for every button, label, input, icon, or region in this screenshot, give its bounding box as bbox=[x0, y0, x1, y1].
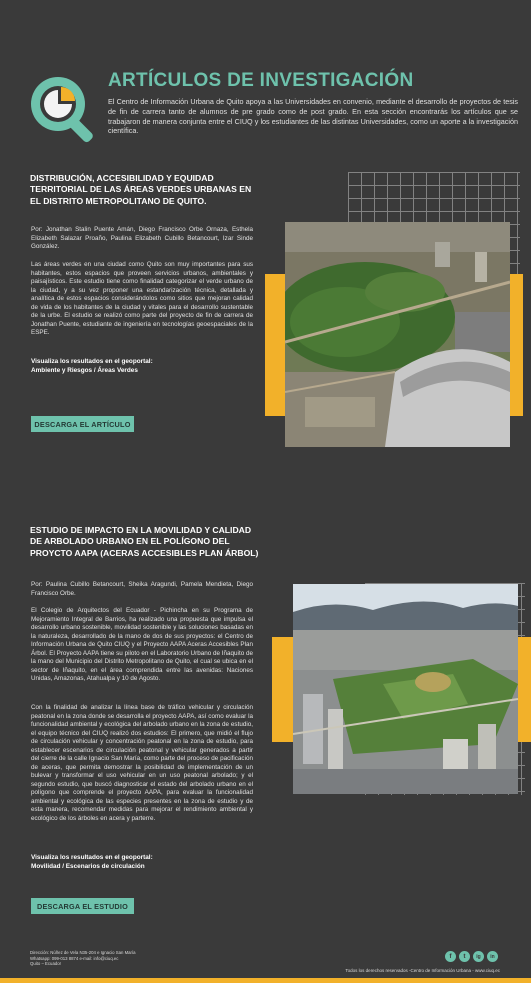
download-study-button[interactable]: DESCARGA EL ESTUDIO bbox=[31, 898, 134, 914]
geoportal-link[interactable]: Movilidad / Escenarios de circulación bbox=[31, 863, 145, 870]
city-aerial-photo bbox=[293, 584, 518, 794]
page-title: ARTÍCULOS DE INVESTIGACIÓN bbox=[108, 70, 414, 91]
geoportal-label: Visualiza los resultados en el geoportal: bbox=[31, 854, 153, 861]
stadium-park-aerial-photo bbox=[285, 222, 510, 447]
magnifier-pie-chart-icon bbox=[28, 74, 98, 146]
facebook-icon[interactable]: f bbox=[445, 951, 456, 962]
linkedin-icon[interactable]: in bbox=[487, 951, 498, 962]
article-body-paragraph: Con la finalidad de analizar la línea base de tráfico vehicular y circulación peatonal en la zona donde se desarrolla el proyecto AAPA, así como evaluar la funcionalidad ambiental y ecológica del arbolado urbano en la zona de estudio, el equipo técnico del CIUQ realizó dos estudios: El primero, que midió el flujo de circulación vehicular y concentración peatonal en la zona de estudio, para establecer escenarios de circulación peatonal y vehicular generados a partir del cierre de la calle Ignacio San María, como parte del proceso de pacificación de aceras, que permita demostrar la posibilidad de implementación de un bulevar y transformar el uso vehicular en un uso peatonal arbolado; y el segundo estudio, que buscó diagnosticar el estado del arbolado urbano en el polígono que comprende el proyecto AAPA, para evaluar la funcionalidad ambiental y ecológica de las especies presentes en la zona de estudio y de esta manera, recomendar medidas para mejorar el rendimiento ambiental y ecológico de los árboles en acera y parterre. bbox=[31, 704, 253, 822]
twitter-icon[interactable]: t bbox=[459, 951, 470, 962]
footer-accent-line bbox=[0, 978, 531, 983]
yellow-accent-bar bbox=[265, 274, 287, 416]
article-title: DISTRIBUCIÓN, ACCESIBILIDAD Y EQUIDAD TERRITORIAL DE LAS ÁREAS VERDES URBANAS EN EL DISTRITO METROPOLITANO DE QUITO. bbox=[30, 173, 252, 206]
article-authors: Por: Paulina Cubillo Betancourt, Sheika Aragundi, Pamela Mendieta, Diego Francisco Orbe. bbox=[31, 581, 253, 597]
article-authors: Por: Jonathan Stalin Puente Amán, Diego Francisco Orbe Ornaza, Esthela Elizabeth Salazar Proaño, Paulina Elizabeth Cubillo Betancourt, Izar Sinde González. bbox=[31, 226, 253, 250]
geoportal-link[interactable]: Ambiente y Riesgos / Áreas Verdes bbox=[31, 367, 138, 374]
article-body-paragraph: El Colegio de Arquitectos del Ecuador - Pichincha en su Programa de Mejoramiento Integral de Barrios, ha realizado una propuesta que impulsa el desarrollo urbano sostenible, movilidad sostenible y las soluciones basadas en la naturaleza, desarrollado de la mano de dos de sus proyectos: el Centro de Información Urbana de Quito CIUQ y el Proyecto AAPA Aceras Accesibles Plan Árbol. El Proyecto AAPA tiene su piloto en el Laboratorio Urbano de Iñaquito de la mano del Municipio del Distrito Metropolitano de Quito, el cual se ubica en el sector de Iñaquito, en el área comprendida entre las avenidas: Naciones Unidas, Amazonas, Atahualpa y 10 de Agosto. bbox=[31, 607, 253, 682]
geoportal-label: Visualiza los resultados en el geoportal: bbox=[31, 358, 153, 365]
download-article-button[interactable]: DESCARGA EL ARTÍCULO bbox=[31, 416, 134, 432]
yellow-accent-bar bbox=[272, 637, 295, 742]
footer-city: Quito – Ecuador bbox=[30, 961, 62, 967]
footer-address: Dirección: Núñez de Vela N35-204 e Ignacio San María bbox=[30, 950, 136, 955]
yellow-accent-bar bbox=[509, 274, 523, 416]
footer-rights: Todos los derechos reservados -Centro de Información Urbana - www.ciuq.ec bbox=[345, 968, 500, 973]
footer-contact-line: Whatsapp: 099-013 8874 e-mail: info@ciuq.ec bbox=[30, 955, 119, 961]
article-abstract: Las áreas verdes en una ciudad como Quito son muy importantes para sus habitantes, estos espacios que proveen servicios urbanos, ambientales y paisajísticos. Este estudio tiene como finalidad categorizar el verde urbano de la ciudad, y a su vez proponer una estandarización técnica, detallada y analítica de estos espacios considerándolos como sitios que mejoran calidad de vida de los habitantes de la ciudad y vitales para el desarrollo sustentable de la urbe. El estudio se realizó como parte del proyecto de fin de carrera de Jonathan Puente, estudiante de ingeniería en tecnologías geoespaciales de la ESPE. bbox=[31, 261, 253, 336]
article-title: ESTUDIO DE IMPACTO EN LA MOVILIDAD Y CALIDAD DE ARBOLADO URBANO EN EL POLÍGONO DEL PROYCTO AAPA (ACERAS ACCESIBLES PLAN ÁRBOL) bbox=[30, 525, 259, 558]
intro-text: El Centro de Información Urbana de Quito apoya a las Universidades en convenio, mediante el desarrollo de proyectos de tesis de fin de carrera tanto de alumnos de pre grado como de post grado. En esta sección encontrarás los artículos que se trabajaron de manera conjunta entre el CIUQ y los estudiantes de las distintas Universidades, como un aporte a la investigación científica. bbox=[108, 97, 518, 136]
instagram-icon[interactable]: ig bbox=[473, 951, 484, 962]
footer-contact bbox=[30, 950, 136, 967]
